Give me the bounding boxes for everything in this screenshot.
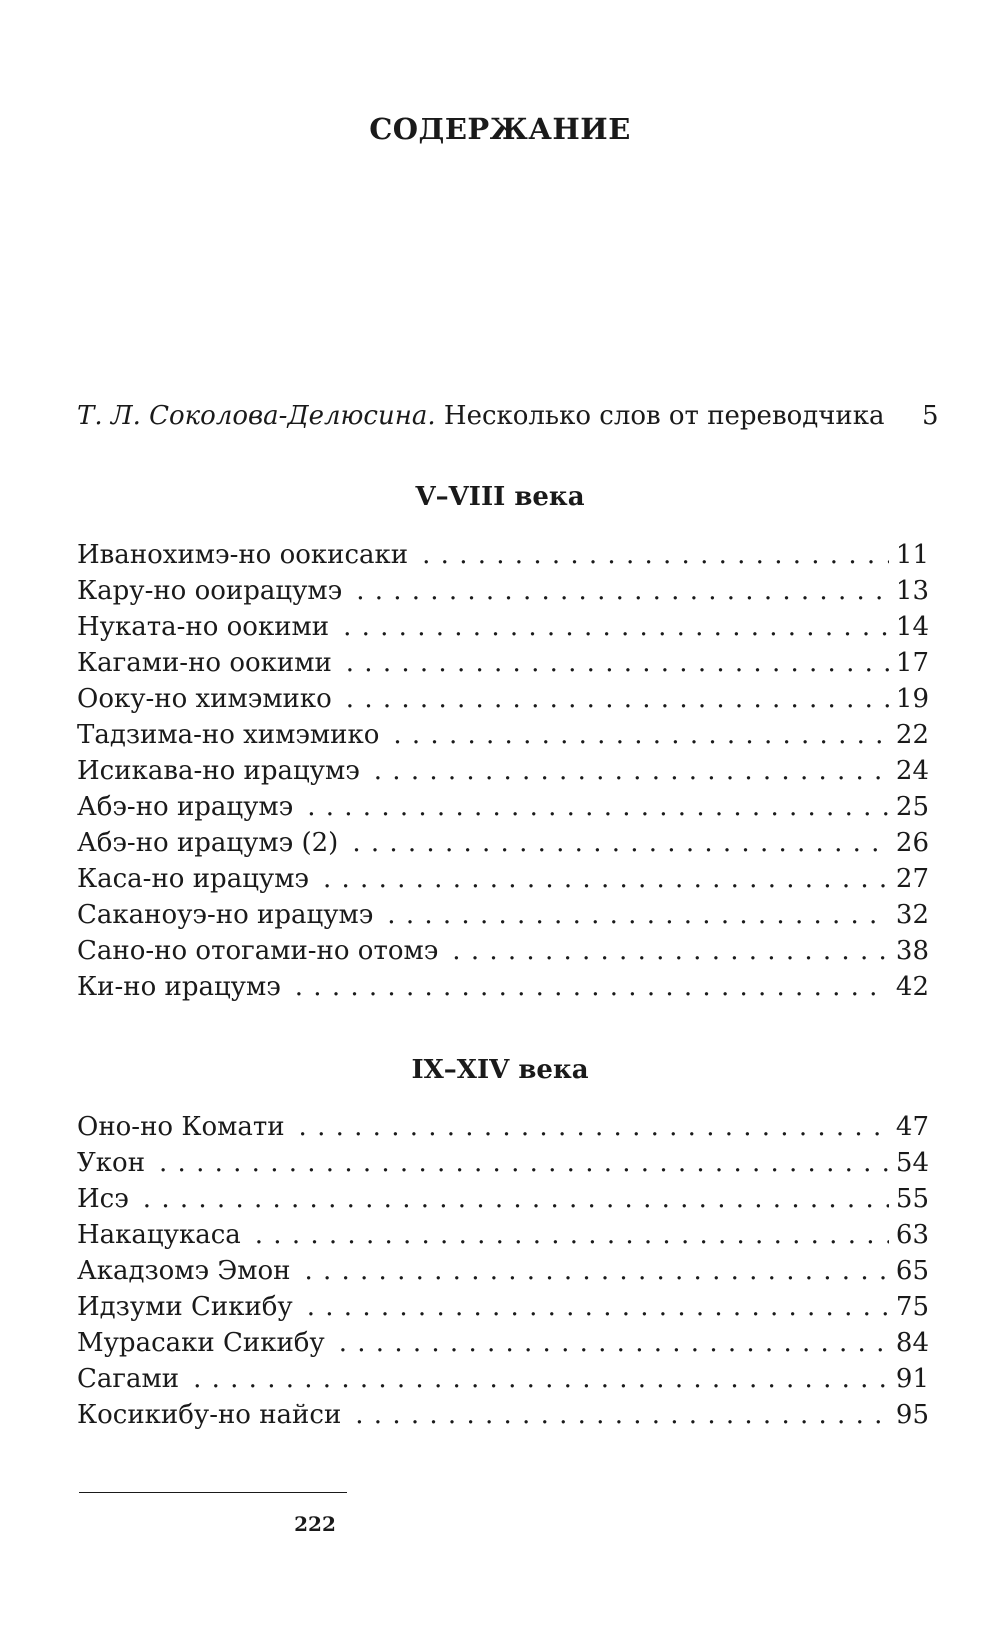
dot-leader [346, 645, 889, 681]
toc-entry-page: 25 [895, 792, 929, 822]
dot-leader [387, 897, 889, 933]
toc-entry-title: Ки-но ирацумэ [77, 972, 281, 1002]
toc-entry-page: 84 [895, 1328, 929, 1358]
dot-leader [393, 717, 889, 753]
dot-leader [143, 1181, 889, 1217]
toc-entry-title: Сано-но отогами-но отомэ [77, 936, 439, 966]
toc-entry-page: 47 [895, 1112, 929, 1142]
toc-entry-page: 38 [895, 936, 929, 966]
page-title: СОДЕРЖАНИЕ [369, 112, 631, 146]
toc-entry-intro [77, 398, 939, 434]
toc-entry [77, 789, 929, 825]
toc-entry [77, 897, 929, 933]
toc-entry-page: 19 [895, 684, 929, 714]
toc-entry [77, 537, 929, 573]
toc-entry [77, 1253, 929, 1289]
toc-entry [77, 825, 929, 861]
dot-leader [339, 1325, 889, 1361]
dot-leader [159, 1145, 889, 1181]
toc-entry [77, 1145, 929, 1181]
dot-leader [355, 1397, 889, 1433]
toc-entry-title: Мурасаки Сикибу [77, 1328, 325, 1358]
toc-entry-title: Саканоуэ-но ирацумэ [77, 900, 374, 930]
toc-entry-page: 91 [895, 1364, 929, 1394]
toc-entry [77, 609, 929, 645]
toc-entry [77, 933, 929, 969]
toc-entry-page: 26 [895, 828, 929, 858]
toc-entry-title: Абэ-но ирацумэ [77, 792, 294, 822]
toc-entry-page: 42 [895, 972, 929, 1002]
toc-entry-author: Т. Л. Соколова-Делюсина. [77, 401, 436, 431]
dot-leader [304, 1253, 889, 1289]
toc-entry-page: 54 [895, 1148, 929, 1178]
dot-leader [452, 933, 889, 969]
toc-entry [77, 861, 929, 897]
toc-entry-title: Кагами-но оокими [77, 648, 332, 678]
toc-entry-page: 22 [895, 720, 929, 750]
dot-leader [356, 573, 889, 609]
toc-entry-title: Тадзима-но химэмико [77, 720, 380, 750]
toc-entry-page: 13 [895, 576, 929, 606]
toc-entry-page: 63 [895, 1220, 929, 1250]
toc-entry-title: Укон [77, 1148, 146, 1178]
dot-leader [374, 753, 889, 789]
toc-entry-title: Накацукаса [77, 1220, 241, 1250]
toc-entry [77, 1325, 929, 1361]
toc-entry-page: 14 [895, 612, 929, 642]
dot-leader [346, 681, 889, 717]
section-heading: IX–XIV века [411, 1055, 589, 1085]
toc-entry [77, 1181, 929, 1217]
toc-entry-title: Ооку-но химэмико [77, 684, 332, 714]
toc-entry [77, 1361, 929, 1397]
toc-entry [77, 573, 929, 609]
toc-entry-title: Оно-но Комати [77, 1112, 285, 1142]
toc-entry-page: 95 [895, 1400, 929, 1430]
dot-leader [307, 1289, 889, 1325]
dot-leader [193, 1361, 889, 1397]
toc-entry-title: Идзуми Сикибу [77, 1292, 293, 1322]
toc-entry-title: Акадзомэ Эмон [77, 1256, 291, 1286]
toc-entry-title: Нуката-но оокими [77, 612, 330, 642]
toc-entry [77, 1397, 929, 1433]
dot-leader [422, 537, 889, 573]
toc-entry-title: Абэ-но ирацумэ (2) [77, 828, 339, 858]
toc-entry [77, 753, 929, 789]
section-heading: V–VIII века [415, 482, 585, 512]
dot-leader [295, 969, 889, 1005]
toc-entry [77, 681, 929, 717]
dot-leader [352, 825, 889, 861]
toc-entry [77, 1217, 929, 1253]
toc-entry-page: 17 [895, 648, 929, 678]
dot-leader [299, 1109, 889, 1145]
toc-entry [77, 645, 929, 681]
toc-entry-title: Иванохимэ-но оокисаки [77, 540, 409, 570]
toc-entry [77, 1109, 929, 1145]
footnote-rule [79, 1492, 347, 1493]
toc-entry-title: Исикава-но ирацумэ [77, 756, 360, 786]
toc-entry-title: Исэ [77, 1184, 129, 1214]
dot-leader [323, 861, 889, 897]
page-number: 222 [294, 1512, 336, 1536]
toc-entry [77, 969, 929, 1005]
toc-entry-page: 55 [895, 1184, 929, 1214]
toc-entry-page: 75 [895, 1292, 929, 1322]
dot-leader [307, 789, 889, 825]
toc-entry-page: 32 [895, 900, 929, 930]
toc-entry-page: 5 [921, 401, 939, 431]
toc-entry [77, 1289, 929, 1325]
toc-entry-page: 65 [895, 1256, 929, 1286]
toc-entry-page: 24 [895, 756, 929, 786]
toc-entry-text: Несколько слов от переводчика [443, 401, 885, 431]
toc-entry-title [77, 398, 885, 434]
toc-entry-title: Сагами [77, 1364, 180, 1394]
toc-entry-title: Каса-но ирацумэ [77, 864, 309, 894]
toc-entry-title: Кару-но ооирацумэ [77, 576, 343, 606]
toc-entry-page: 11 [895, 540, 929, 570]
toc-entry-title: Косикибу-но найси [77, 1400, 342, 1430]
dot-leader [255, 1217, 889, 1253]
toc-entry-page: 27 [895, 864, 929, 894]
toc-entry [77, 717, 929, 753]
dot-leader [343, 609, 889, 645]
